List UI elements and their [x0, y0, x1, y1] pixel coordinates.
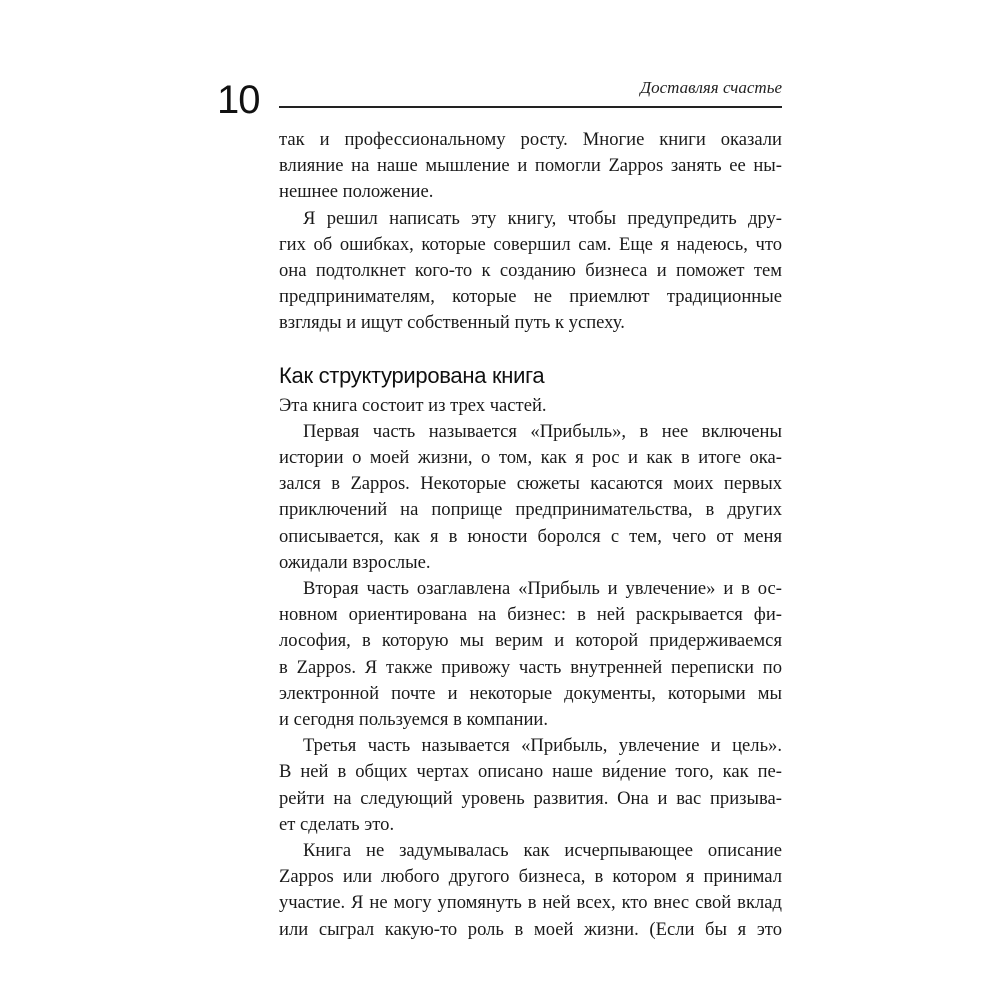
- section-heading: Как структурирована книга: [279, 362, 545, 388]
- body-text: [279, 127, 782, 943]
- text-line: Я решил написать эту книгу, чтобы предупредить дру-: [303, 207, 782, 229]
- paragraph: [279, 838, 782, 943]
- paragraph: [279, 576, 782, 733]
- paragraph: [279, 733, 782, 838]
- text-line: Первая часть называется «Прибыль», в нее включены: [303, 420, 782, 442]
- text-line: влияние на наше мышление и помогли Zappos занять ее ны-: [279, 155, 782, 177]
- paragraph: [279, 419, 782, 576]
- text-line: рейти на следующий уровень развития. Она и вас призыва-: [279, 787, 782, 809]
- text-line: или сыграл какую-то роль в моей жизни. (Если бы я это: [279, 918, 782, 940]
- text-line: электронной почте и некоторые документы, которыми мы: [279, 682, 782, 704]
- text-line: зался в Zappos. Некоторые сюжеты касаются моих первых: [279, 473, 782, 495]
- text-line: В ней в общих чертах описано наше ви́дение того, как пе-: [279, 761, 782, 783]
- header-rule: [279, 106, 782, 108]
- text-line: приключений на поприще предпринимательства, в других: [279, 499, 782, 521]
- text-line: нешнее положение.: [279, 181, 434, 203]
- paragraph: [279, 393, 782, 419]
- text-line: ожидали взрослые.: [279, 551, 431, 573]
- paragraph: [279, 127, 782, 206]
- text-line: Третья часть называется «Прибыль, увлечение и цель».: [303, 735, 782, 757]
- text-line: в Zappos. Я также привожу часть внутренней переписки по: [279, 656, 782, 678]
- text-line: и сегодня пользуемся в компании.: [279, 709, 549, 731]
- text-line: предпринимателям, которые не приемлют традиционные: [279, 286, 782, 308]
- text-line: лософия, в которую мы верим и которой придерживаемся: [279, 630, 782, 652]
- text-line: Книга не задумывалась как исчерпывающее описание: [303, 840, 782, 862]
- text-line: описывается, как я в юности боролся с тем, чего от меня: [279, 525, 782, 547]
- running-title: Доставляя счастье: [640, 78, 782, 97]
- text-line: новном ориентирована на бизнес: в ней раскрывается фи-: [279, 604, 782, 626]
- text-line: ет сделать это.: [279, 813, 395, 835]
- text-line: Вторая часть озаглавлена «Прибыль и увлечение» и в ос-: [303, 578, 782, 600]
- text-line: она подтолкнет кого-то к созданию бизнеса и поможет тем: [279, 260, 782, 282]
- text-line: взгляды и ищут собственный путь к успеху.: [279, 312, 625, 334]
- text-line: участие. Я не могу упомянуть в ней всех, кто внес свой вклад: [279, 892, 782, 914]
- text-line: Zappos или любого другого бизнеса, в котором я принимал: [279, 866, 782, 888]
- text-line: так и профессиональному росту. Многие книги оказали: [279, 129, 782, 150]
- page-number: 10: [217, 78, 260, 122]
- text-line: истории о моей жизни, о том, как я рос и как в итоге ока-: [279, 447, 782, 469]
- text-line: Эта книга состоит из трех частей.: [279, 394, 547, 416]
- paragraph: [279, 206, 782, 337]
- text-line: гих об ошибках, которые совершил сам. Еще я надеюсь, что: [279, 233, 782, 255]
